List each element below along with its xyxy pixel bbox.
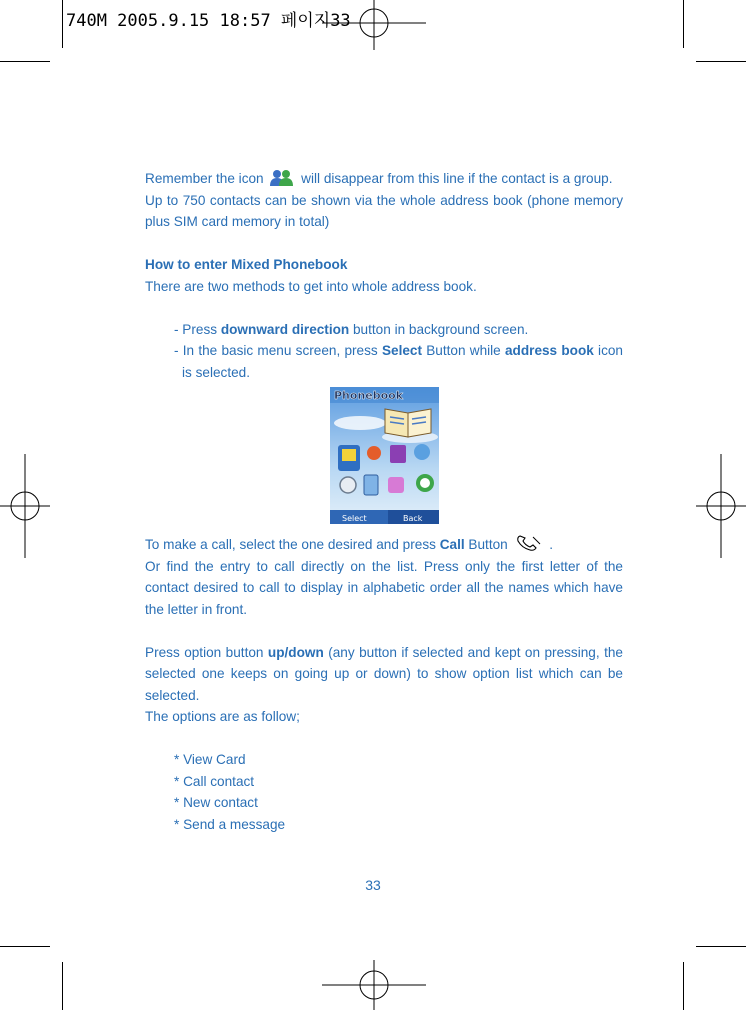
address-book-icon	[385, 409, 431, 437]
section-desc: There are two methods to get into whole address book.	[145, 278, 477, 294]
menu-icon-5	[340, 477, 356, 493]
call-handset-icon	[514, 533, 544, 553]
softkey-select: Select	[342, 514, 367, 523]
menu-icon-4	[414, 444, 430, 460]
method-2: - In the basic menu screen, press Select Button while address book icon is selected.	[174, 343, 623, 380]
option-item: * New contact	[174, 795, 258, 810]
registration-mark-bottom	[322, 960, 426, 1010]
option-item: * View Card	[174, 752, 246, 767]
options-follow: The options are as follow;	[145, 709, 300, 724]
option-item: * Call contact	[174, 773, 255, 789]
intro-capacity: Up to 750 contacts can be shown via the whole address book (phone memory plus SIM card memory in total)	[145, 192, 623, 229]
phonebook-screen-image	[330, 387, 439, 524]
print-header: 740M 2005.9.15 18:57 페이지33	[66, 11, 351, 31]
call-instruction: To make a call, select the one desired and press Call Button .	[145, 533, 623, 556]
section-heading: How to enter Mixed Phonebook	[145, 257, 348, 272]
softkey-back: Back	[403, 514, 423, 523]
page-number: 33	[365, 877, 381, 893]
registration-mark-left	[0, 454, 50, 558]
menu-icon-6	[364, 475, 378, 495]
group-contacts-icon	[269, 169, 295, 187]
menu-icon-3	[390, 445, 406, 463]
menu-icon-2	[367, 446, 381, 460]
method-1: - Press downward direction button in background screen.	[174, 321, 529, 337]
registration-mark-right	[696, 454, 746, 558]
phonebook-title: Phonebook	[334, 389, 404, 402]
menu-icon-7	[388, 477, 404, 493]
intro-line: Remember the icon will disappear from this line if the contact is a group.	[145, 171, 613, 186]
call-find-para: Or find the entry to call directly on the list. Press only the first letter of the contact desired to call to display in alphabetic order all the names which have the letter in front.	[145, 558, 623, 617]
option-item: * Send a message	[174, 816, 286, 832]
page-content	[145, 168, 623, 835]
options-para: Press option button up/down (any button if selected and kept on pressing, the selected one keeps on going up or down) to show option list which can be selected.	[145, 644, 623, 703]
phone-screenshot-container	[145, 387, 623, 527]
